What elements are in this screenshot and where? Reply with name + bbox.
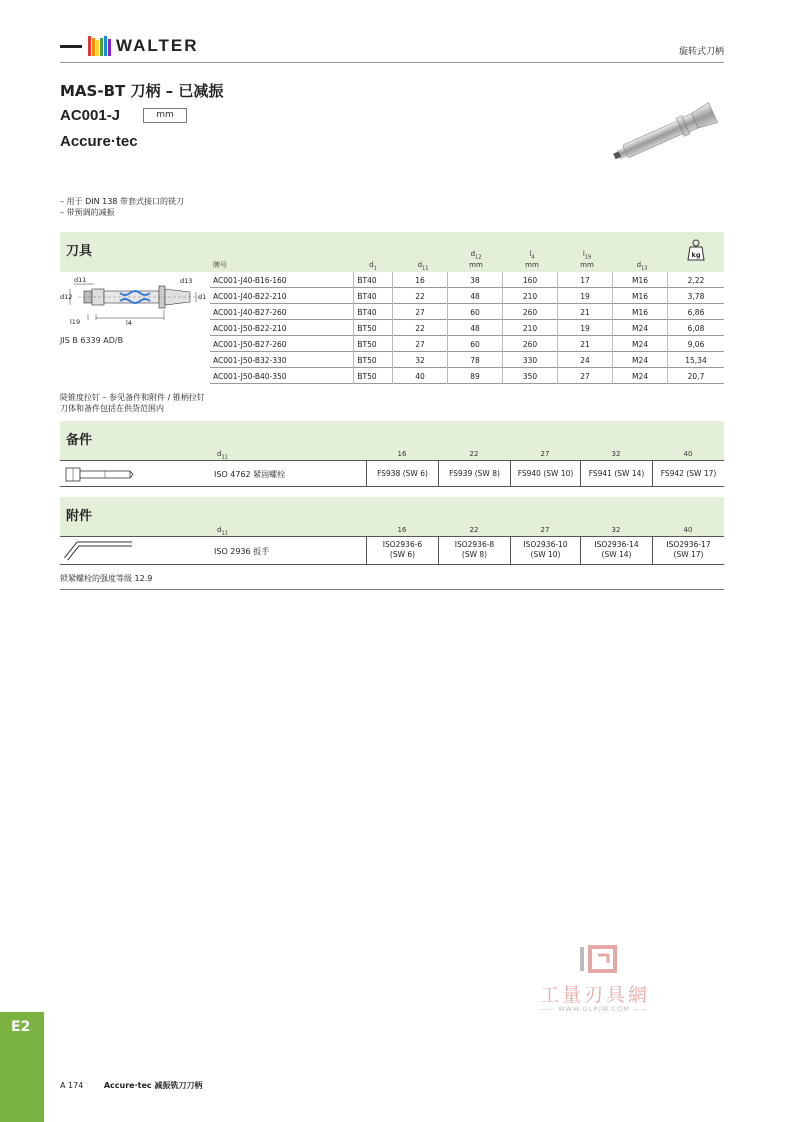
footnote: 陡锥度拉钉 – 参见备件和附件 / 锥柄拉钉 (60, 393, 205, 402)
cell-l4: 330 (522, 356, 538, 365)
cell-divider (612, 288, 613, 304)
spares-item-label: ISO 4762 紧固螺栓 (214, 470, 286, 479)
cell-d13: M16 (631, 276, 648, 285)
cell-d11: 22 (415, 292, 425, 301)
cell-divider (667, 288, 668, 304)
table-row (210, 336, 724, 352)
tools-section-header (60, 232, 724, 272)
cell-divider (612, 368, 613, 384)
cell-name: AC001-J50-B40-350 (213, 372, 287, 381)
col-header-d13: $d_{13}$ (636, 261, 648, 272)
cell-divider (502, 288, 503, 304)
walter-logo (60, 35, 199, 57)
cell-divider (502, 272, 503, 288)
table-row (210, 368, 724, 384)
cell-d1: BT40 (357, 276, 377, 285)
logo-text: WALTER (116, 36, 199, 55)
spares-col: 22 (469, 450, 479, 458)
accessories-cell: ISO2936-8 (SW 8) (438, 537, 510, 564)
spares-col: 27 (540, 450, 550, 458)
svg-text:d13: d13 (180, 277, 193, 285)
cell-d12: 60 (470, 308, 480, 317)
cell-divider (667, 352, 668, 368)
accessories-section-title: 附件 (66, 509, 93, 524)
cell-kg: 6,08 (687, 324, 705, 333)
cell-name: AC001-J40-B27-260 (213, 308, 287, 317)
note-item: – 带预调的减振 (60, 208, 115, 217)
spares-cell: FS942 (SW 17) (652, 461, 724, 486)
cell-l4: 260 (522, 340, 538, 349)
cell-d12: 48 (470, 292, 480, 301)
cell-divider (502, 336, 503, 352)
hex-wrench-icon (64, 540, 136, 562)
cell-l19: 21 (580, 308, 590, 317)
page-title: MAS-BT 刀柄 – 已减振 (60, 82, 224, 100)
cell-divider (392, 320, 393, 336)
page-footer (60, 1080, 202, 1091)
product-code: AC001-J (60, 107, 121, 124)
accessories-col: 32 (611, 526, 621, 534)
cell-divider (667, 368, 668, 384)
col-header-d12: $d_{12}$ mm (469, 250, 483, 270)
col-header-l19: $l_{19}$ mm (580, 250, 594, 270)
spares-section-header (60, 421, 724, 460)
spares-cell: FS941 (SW 14) (580, 461, 652, 486)
spares-section-title: 备件 (66, 433, 93, 448)
cell-l19: 19 (580, 292, 590, 301)
cell-d11: 16 (415, 276, 425, 285)
cell-l19: 19 (580, 324, 590, 333)
cell-divider (612, 352, 613, 368)
bolt-icon (65, 467, 135, 482)
tool-dimension-drawing (60, 272, 210, 327)
accessories-col: 27 (540, 526, 550, 534)
accessories-cell: ISO2936-14 (SW 14) (580, 537, 652, 564)
cell-name: AC001-J50-B32-330 (213, 356, 287, 365)
cell-l19: 24 (580, 356, 590, 365)
cell-divider (447, 368, 448, 384)
logo-color-bars (88, 36, 112, 56)
cell-divider (557, 352, 558, 368)
category-label: 旋转式刀柄 (678, 47, 724, 57)
weight-kg-icon (687, 239, 705, 261)
cell-d11: 40 (415, 372, 425, 381)
cell-d1: BT50 (357, 340, 377, 349)
cell-d12: 78 (470, 356, 480, 365)
cell-divider (557, 304, 558, 320)
standard-label: JIS B 6339 AD/B (60, 336, 124, 345)
cell-divider (392, 368, 393, 384)
tools-section-title: 刀具 (66, 244, 93, 259)
spares-col-label: $d_{11}$ (217, 450, 228, 461)
table-row (210, 304, 724, 320)
cell-divider (557, 336, 558, 352)
cell-d13: M16 (631, 308, 648, 317)
cell-divider (447, 288, 448, 304)
cell-l4: 210 (522, 292, 538, 301)
svg-text:d1: d1 (198, 293, 207, 301)
cell-divider (667, 304, 668, 320)
cell-l19: 21 (580, 340, 590, 349)
cell-divider (502, 352, 503, 368)
cell-divider (392, 304, 393, 320)
note-item: – 用于 DIN 138 带套式接口的铣刀 (60, 197, 184, 206)
header-divider (60, 62, 724, 63)
cell-name: AC001-J50-B22-210 (213, 324, 287, 333)
spares-col: 16 (397, 450, 407, 458)
cell-name: AC001-J50-B27-260 (213, 340, 287, 349)
cell-divider (612, 272, 613, 288)
accessories-row (60, 536, 724, 565)
col-header-name: 牌号 (213, 261, 227, 269)
cell-divider (502, 320, 503, 336)
cell-d1: BT50 (357, 372, 377, 381)
cell-divider (502, 368, 503, 384)
svg-text:l4: l4 (126, 319, 132, 327)
cell-d11: 27 (415, 308, 425, 317)
col-header-d1: $d_1$ (369, 261, 377, 272)
cell-l4: 260 (522, 308, 538, 317)
spares-cell: FS940 (SW 10) (510, 461, 580, 486)
cell-name: AC001-J40-B16-160 (213, 276, 287, 285)
cell-d13: M24 (631, 372, 648, 381)
cell-divider (557, 320, 558, 336)
cell-divider (667, 336, 668, 352)
spares-col: 40 (683, 450, 693, 458)
footnote: 刀体和备件包括在供货范围内 (60, 404, 164, 413)
cell-name: AC001-J40-B22-210 (213, 292, 287, 301)
table-row (210, 352, 724, 368)
cell-kg: 3,78 (687, 292, 705, 301)
svg-text:l19: l19 (70, 318, 81, 326)
cell-divider (557, 288, 558, 304)
cell-d1: BT40 (357, 308, 377, 317)
cell-l4: 350 (522, 372, 538, 381)
spares-cell: FS938 (SW 6) (366, 461, 438, 486)
cell-divider (392, 272, 393, 288)
unit-badge: mm (143, 108, 187, 123)
cell-divider (612, 320, 613, 336)
product-family: Accure·tec (60, 133, 138, 150)
accessories-cell: ISO2936-10 (SW 10) (510, 537, 580, 564)
cell-divider (392, 288, 393, 304)
cell-divider (667, 320, 668, 336)
page-number: A 174 (60, 1081, 84, 1090)
cell-divider (612, 336, 613, 352)
table-row (210, 272, 724, 288)
cell-kg: 2,22 (687, 276, 705, 285)
cell-d11: 32 (415, 356, 425, 365)
cell-divider (557, 368, 558, 384)
svg-text:kg: kg (691, 251, 701, 259)
accessories-item-label: ISO 2936 扳手 (214, 547, 270, 556)
cell-d13: M16 (631, 292, 648, 301)
accessories-col: 16 (397, 526, 407, 534)
cell-l19: 17 (580, 276, 590, 285)
section-divider (60, 589, 724, 590)
cell-d13: M24 (631, 340, 648, 349)
logo-dash (60, 45, 82, 48)
cell-divider (557, 272, 558, 288)
cell-divider (447, 304, 448, 320)
cell-kg: 20,7 (687, 372, 705, 381)
cell-kg: 9,06 (687, 340, 705, 349)
tool-holder-photo (605, 100, 730, 165)
table-row (210, 320, 724, 336)
accessories-section-header (60, 497, 724, 536)
cell-kg: 6,86 (687, 308, 705, 317)
cell-divider (447, 336, 448, 352)
cell-divider (447, 320, 448, 336)
spares-col: 32 (611, 450, 621, 458)
cell-d11: 22 (415, 324, 425, 333)
cell-l4: 210 (522, 324, 538, 333)
strength-note: 锁紧螺栓的强度等级 12.9 (60, 574, 153, 583)
cell-divider (392, 352, 393, 368)
section-tab: E2 (0, 1012, 44, 1122)
cell-d1: BT50 (357, 356, 377, 365)
svg-text:d11: d11 (74, 276, 87, 284)
cell-divider (667, 272, 668, 288)
cell-d13: M24 (631, 356, 648, 365)
cell-l4: 160 (522, 276, 538, 285)
watermark-text: 工量刃具網 (540, 984, 651, 1006)
cell-d1: BT50 (357, 324, 377, 333)
cell-d12: 89 (470, 372, 480, 381)
cell-divider (392, 336, 393, 352)
watermark-url: —— WWW.GLRJW.COM —— (540, 1005, 648, 1013)
cell-divider (447, 352, 448, 368)
accessories-col: 40 (683, 526, 693, 534)
cell-l19: 27 (580, 372, 590, 381)
footer-title: Accure·tec 减振铣刀刀柄 (103, 1081, 203, 1090)
cell-d12: 38 (470, 276, 480, 285)
cell-d12: 60 (470, 340, 480, 349)
accessories-col: 22 (469, 526, 479, 534)
accessories-cell: ISO2936-6 (SW 6) (366, 537, 438, 564)
col-header-l4: $l_4$ mm (525, 250, 539, 270)
feature-notes (60, 196, 184, 218)
col-header-d11: $d_{11}$ (417, 261, 429, 272)
table-row (210, 288, 724, 304)
accessories-cell: ISO2936-17 (SW 17) (652, 537, 724, 564)
cell-divider (502, 304, 503, 320)
cell-d13: M24 (631, 324, 648, 333)
cell-divider (447, 272, 448, 288)
accessories-col-label: $d_{11}$ (217, 526, 228, 537)
cell-d11: 27 (415, 340, 425, 349)
spares-cell: FS939 (SW 8) (438, 461, 510, 486)
cell-kg: 15,34 (685, 356, 707, 365)
cell-divider (612, 304, 613, 320)
svg-text:d12: d12 (60, 293, 73, 301)
cell-d12: 48 (470, 324, 480, 333)
cell-d1: BT40 (357, 292, 377, 301)
spares-row (60, 460, 724, 487)
table-footnotes (60, 392, 205, 414)
